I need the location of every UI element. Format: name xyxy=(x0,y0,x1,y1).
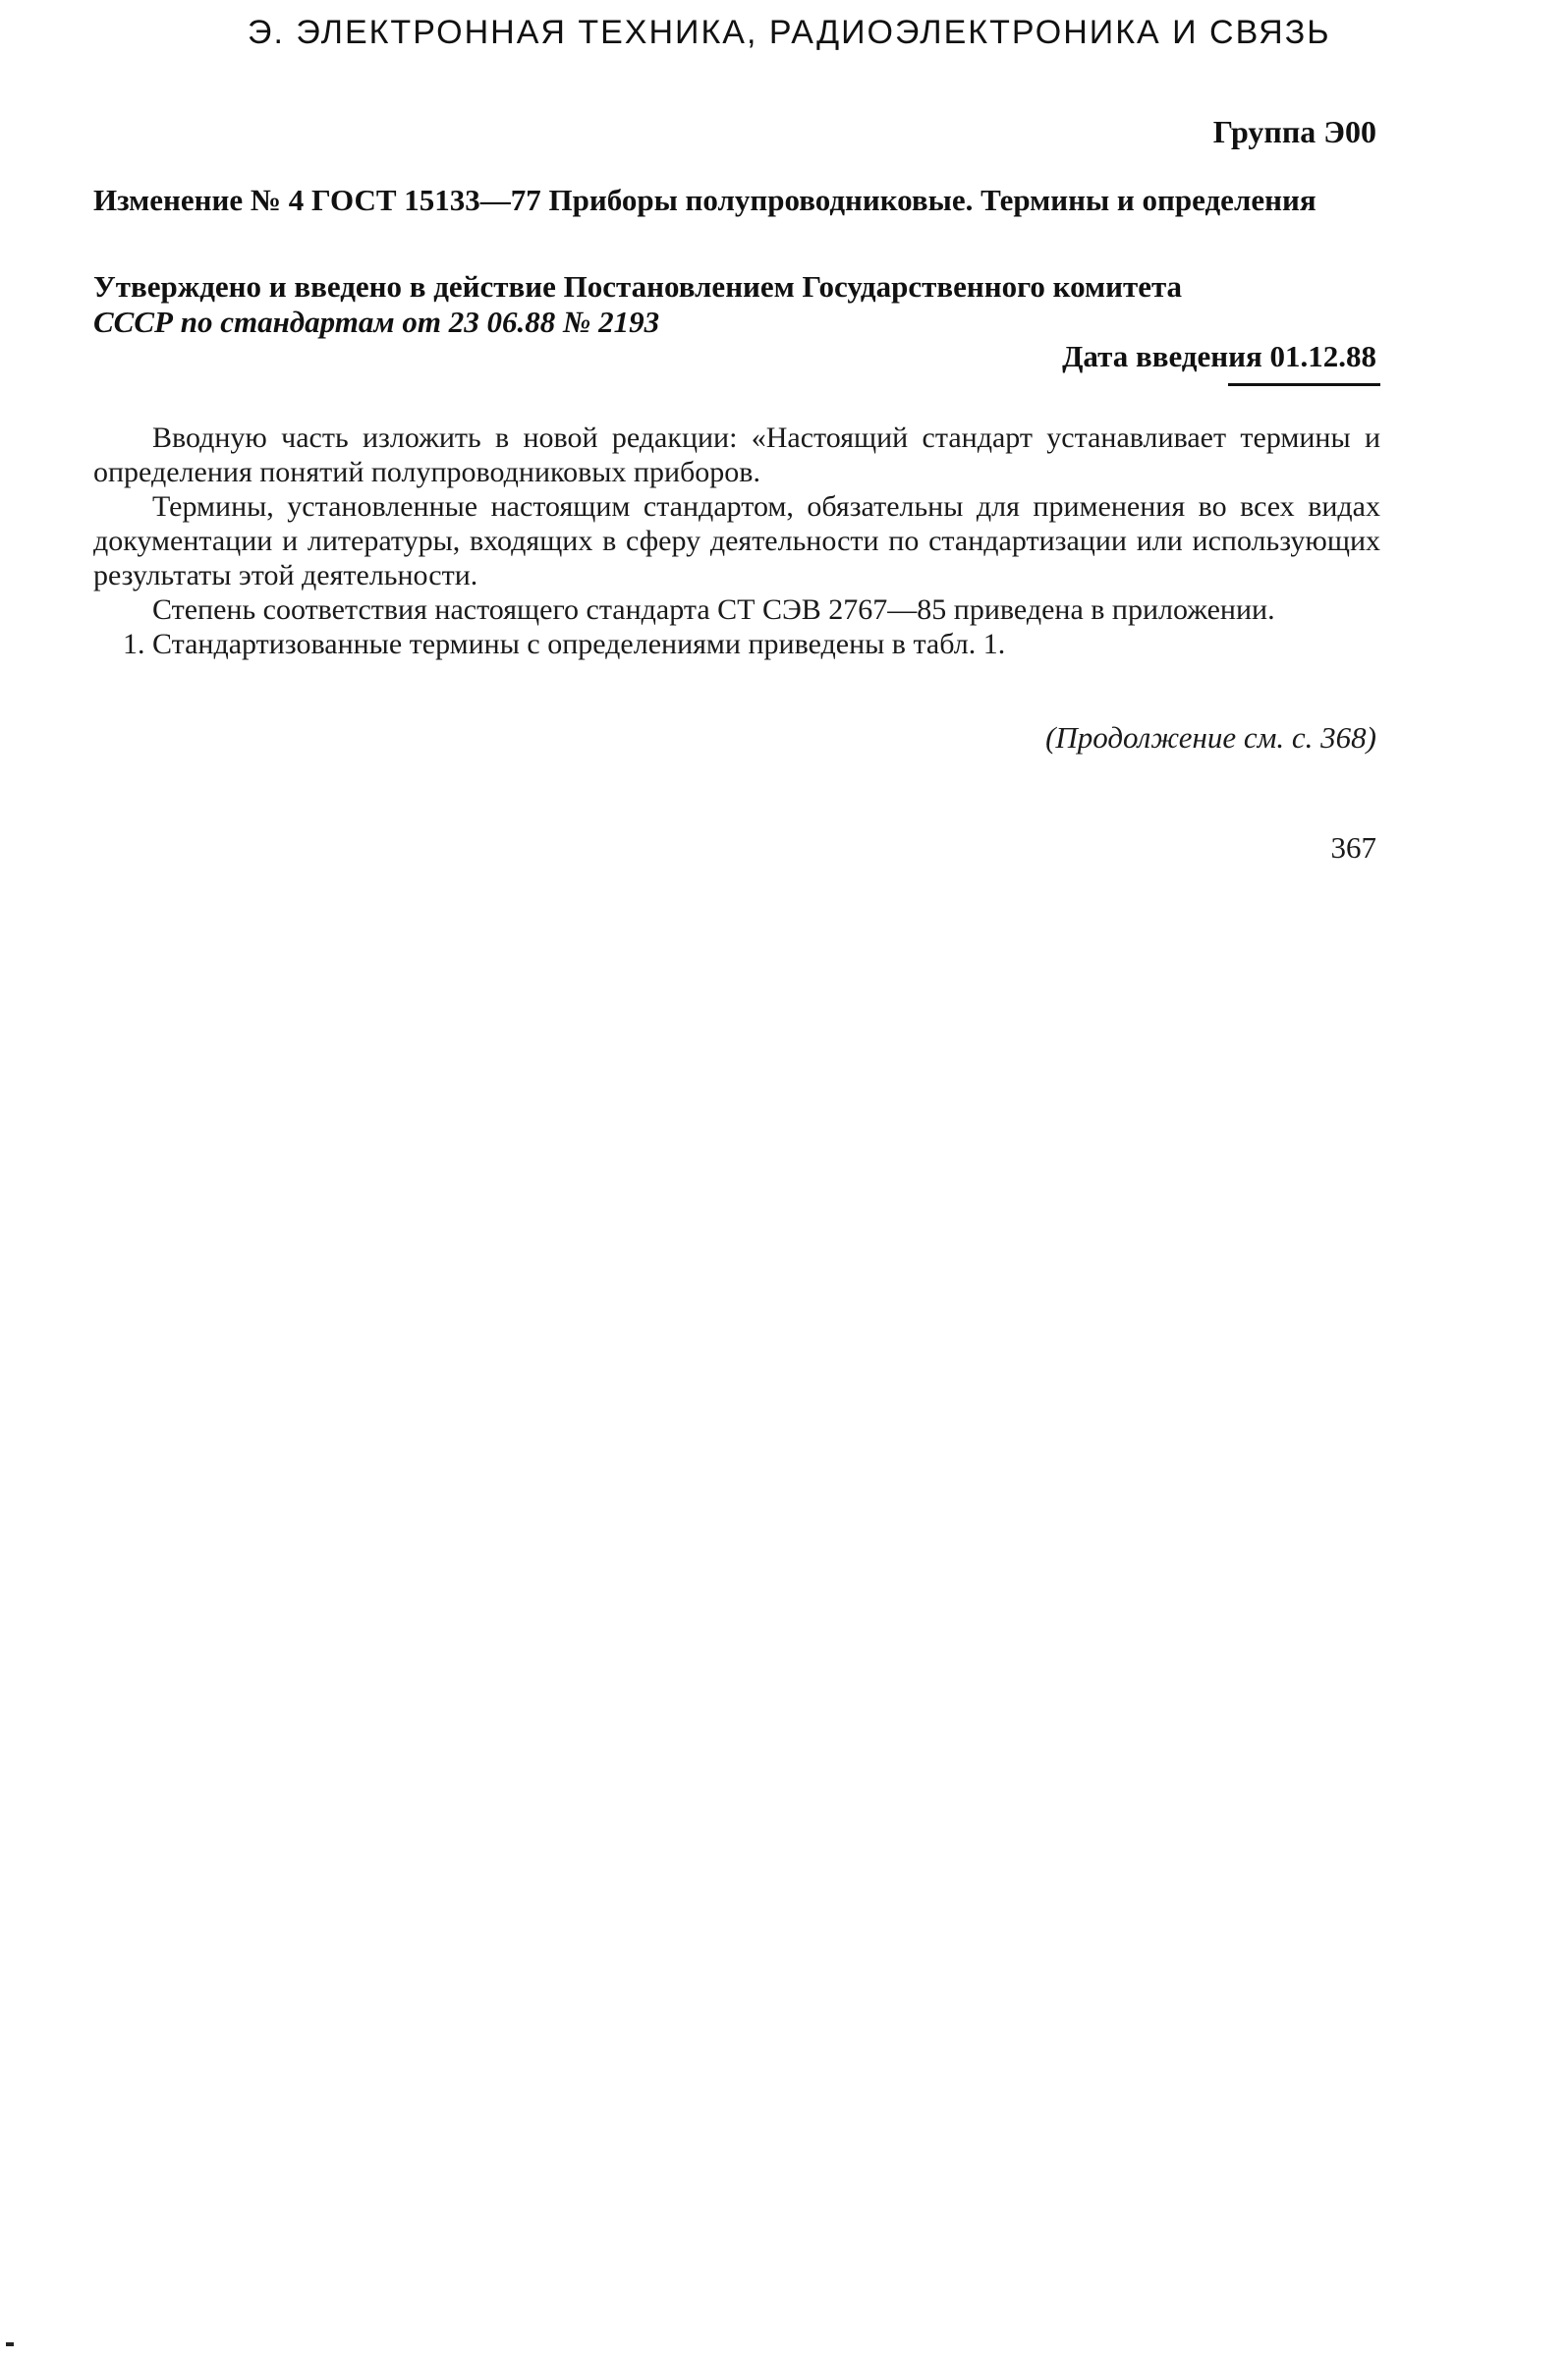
effective-date xyxy=(1062,339,1376,374)
effective-date-label: Дата введения xyxy=(1062,339,1262,373)
paragraph-item-1: 1. Стандартизованные термины с определениями приведены в табл. 1. xyxy=(123,628,1006,660)
group-label: Группа Э00 xyxy=(1212,114,1376,149)
approval-text: Утверждено и введено в действие Постановлением Государственного комитета xyxy=(93,269,1183,304)
page-number: 367 xyxy=(1330,830,1376,865)
effective-date-value: 01.12.88 xyxy=(1269,339,1376,373)
approval-statement xyxy=(93,269,1380,340)
section-header: Э. ЭЛЕКТРОННАЯ ТЕХНИКА, РАДИОЭЛЕКТРОНИКА И СВЯЗЬ xyxy=(248,14,1331,51)
paragraph-terms: Термины, установленные настоящим стандартом, обязательны для применения во всех видах документации и литературы, входящих в сферу деятельности по стандартизации или использующих результаты этой деятельности. xyxy=(93,490,1380,591)
body-text xyxy=(93,421,1380,661)
paragraph-compliance: Степень соответствия настоящего стандарта СТ СЭВ 2767—85 приведена в приложении. xyxy=(152,593,1275,626)
approval-text-italic: СССР по стандартам от 23 06.88 № 2193 xyxy=(93,305,660,339)
date-underline xyxy=(1228,383,1380,386)
paragraph-intro: Вводную часть изложить в новой редакции: «Настоящий стандарт устанавливает термины и определения понятий полупроводниковых приборов. xyxy=(93,422,1380,488)
change-title: Изменение № 4 ГОСТ 15133—77 Приборы полупроводниковые. Термины и определения xyxy=(93,183,1316,217)
scan-mark xyxy=(6,2342,14,2346)
continuation-note: (Продолжение см. с. 368) xyxy=(1045,720,1376,755)
